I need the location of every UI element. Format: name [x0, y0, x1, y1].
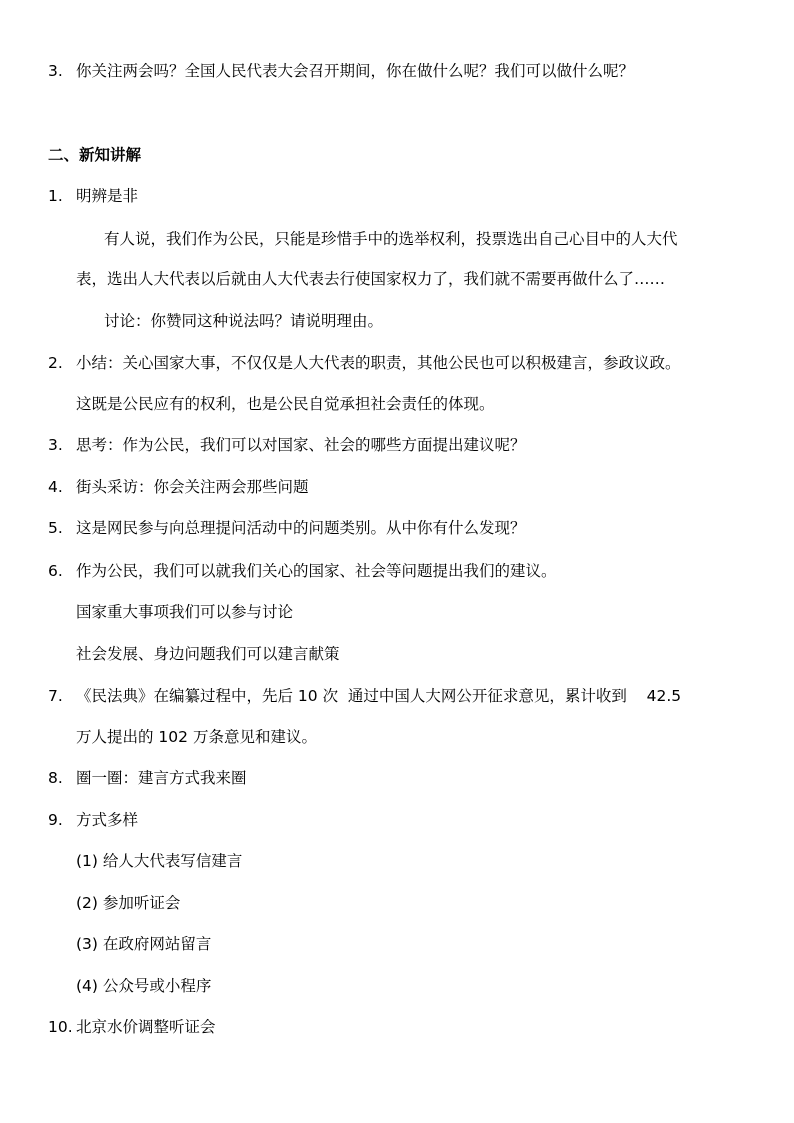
list-item-text: 北京水价调整听证会: [76, 1018, 216, 1036]
sub-item: (1) 给人大代表写信建言: [76, 852, 243, 870]
sub-item: (4) 公众号或小程序: [76, 977, 212, 995]
list-number: 6.: [48, 562, 63, 580]
list-item-text-continued: 万人提出的 102 万条意见和建议。: [76, 728, 317, 746]
list-item-text: 街头采访：你会关注两会那些问题: [76, 478, 309, 496]
list-number: 7.: [48, 687, 63, 705]
discussion-line: 讨论：你赞同这种说法吗？请说明理由。: [104, 312, 384, 330]
list-item-text: 你关注两会吗？全国人民代表大会召开期间，你在做什么呢？我们可以做什么呢？: [76, 62, 635, 80]
section-heading: 二、新知讲解: [48, 146, 142, 164]
sub-item: (3) 在政府网站留言: [76, 935, 212, 953]
list-item-text: 作为公民，我们可以就我们关心的国家、社会等问题提出我们的建议。: [76, 562, 557, 580]
list-item-text-continued: 这既是公民应有的权利，也是公民自觉承担社会责任的体现。: [76, 395, 495, 413]
list-item-text: 圈一圈：建言方式我来圈: [76, 769, 247, 787]
list-item-text: 方式多样: [76, 811, 139, 829]
sub-item: (2) 参加听证会: [76, 894, 181, 912]
list-number: 4.: [48, 478, 63, 496]
list-number: 9.: [48, 811, 63, 829]
list-item-text: 这是网民参与向总理提问活动中的问题类别。从中你有什么发现？: [76, 519, 526, 537]
list-item-text: 明辨是非: [76, 187, 139, 205]
list-number: 2.: [48, 354, 63, 372]
list-item-text: 小结：关心国家大事，不仅仅是人大代表的职责，其他公民也可以积极建言，参政议政。: [76, 354, 681, 372]
list-number: 3.: [48, 62, 63, 80]
sub-item: 社会发展、身边问题我们可以建言献策: [76, 645, 340, 663]
list-number: 1.: [48, 187, 63, 205]
list-item-text: 《民法典》在编纂过程中，先后 10 次 通过中国人大网公开征求意见，累计收到 42.5: [76, 687, 682, 705]
list-item-text: 思考：作为公民，我们可以对国家、社会的哪些方面提出建议呢？: [76, 436, 526, 454]
sub-item: 国家重大事项我们可以参与讨论: [76, 603, 294, 621]
list-number: 3.: [48, 436, 63, 454]
list-number: 5.: [48, 519, 63, 537]
list-number: 8.: [48, 769, 63, 787]
paragraph-line: 表，选出人大代表以后就由人大代表去行使国家权力了，我们就不需要再做什么了……: [76, 270, 666, 288]
list-number: 10.: [48, 1018, 73, 1036]
paragraph-line: 有人说，我们作为公民，只能是珍惜手中的选举权利，投票选出自己心目中的人大代: [104, 230, 678, 248]
